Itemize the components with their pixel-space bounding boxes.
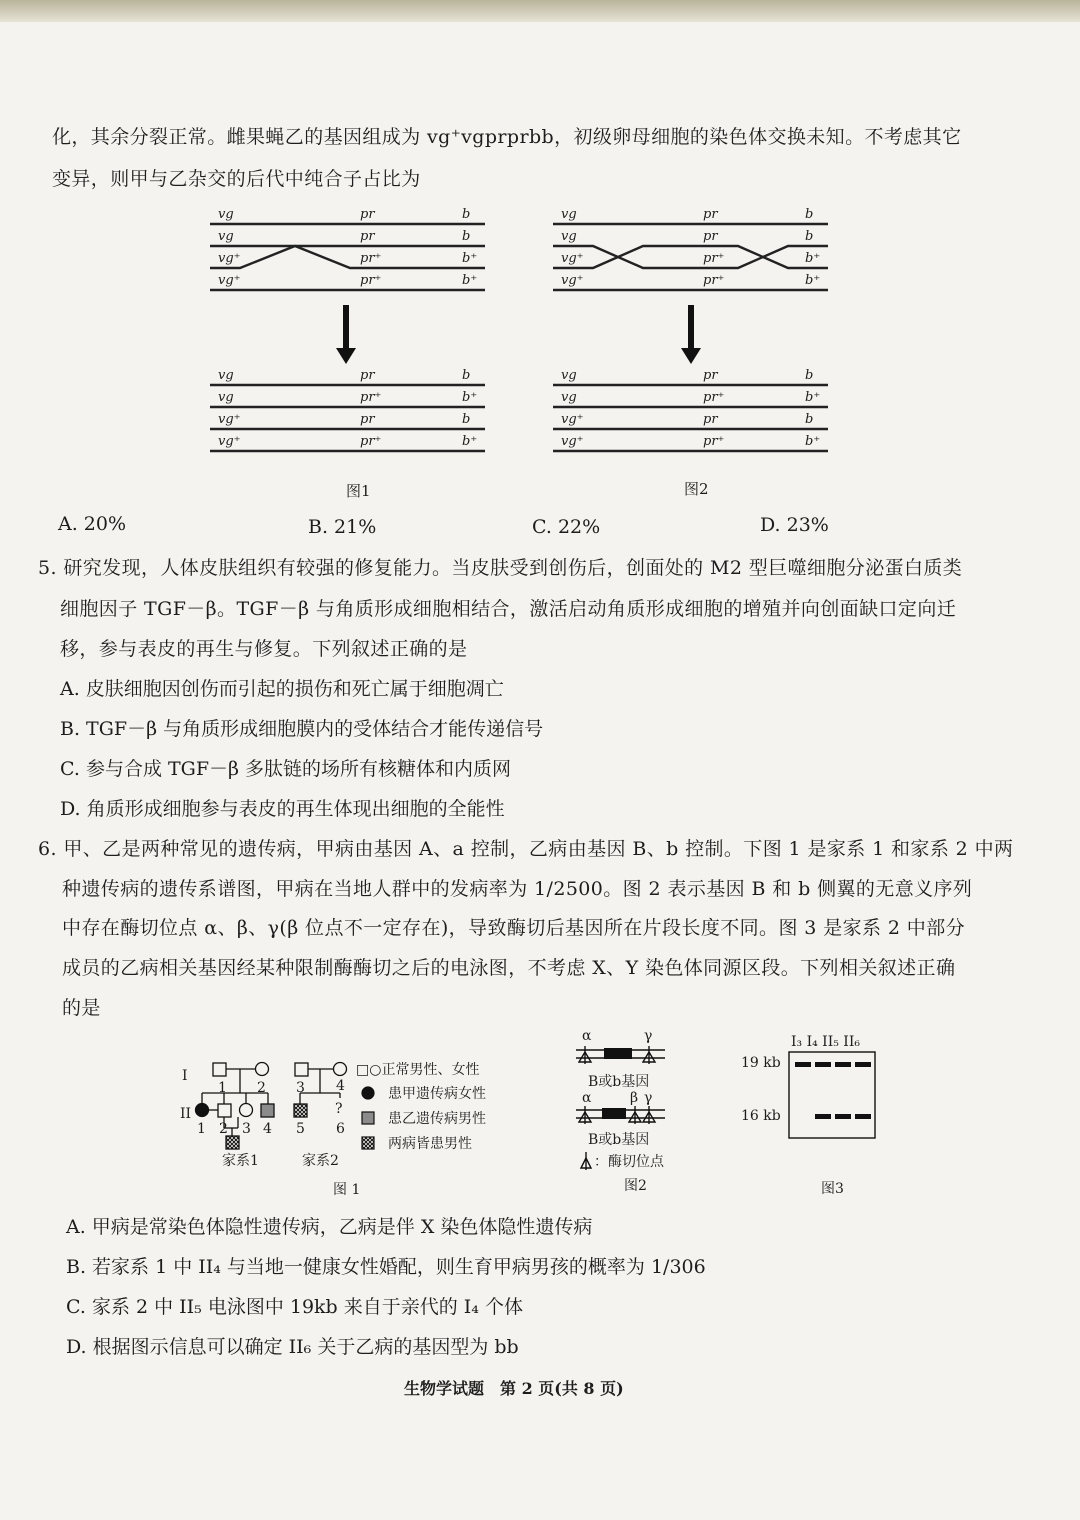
q4-line-2: 变异，则甲与乙杂交的后代中纯合子占比为 bbox=[52, 168, 421, 190]
gene-pr-plus: pr⁺ bbox=[360, 434, 382, 449]
legend-normal: □○正常男性、女性 bbox=[356, 1062, 480, 1078]
q6-option-a[interactable]: A. 甲病是常染色体隐性遗传病，乙病是伴 X 染色体隐性遗传病 bbox=[66, 1216, 593, 1238]
gene-b-plus: b⁺ bbox=[805, 434, 821, 449]
gene-pr: pr bbox=[360, 368, 375, 383]
band-lane-3-16kb bbox=[835, 1114, 851, 1119]
pedigree-caption: 图 1 bbox=[333, 1182, 361, 1198]
gene-vg-plus: vg⁺ bbox=[561, 273, 584, 288]
band-16kb-label: 16 kb bbox=[741, 1108, 781, 1124]
gene-vg: vg bbox=[218, 368, 234, 383]
electrophoresis-figure bbox=[735, 1030, 895, 1200]
generation-1-label: I bbox=[182, 1068, 188, 1084]
gene-b: b bbox=[805, 229, 814, 244]
gene-b-plus: b⁺ bbox=[462, 390, 478, 405]
pedigree-figure bbox=[170, 1050, 530, 1200]
gene-b-plus: b⁺ bbox=[462, 273, 478, 288]
site-gamma: γ bbox=[644, 1028, 653, 1044]
gene-vg: vg bbox=[561, 368, 577, 383]
gene-pr: pr bbox=[360, 207, 375, 222]
gene-vg: vg bbox=[218, 207, 234, 222]
gene-vg: vg bbox=[218, 390, 234, 405]
gene-vg-plus: vg⁺ bbox=[218, 273, 241, 288]
page-footer: 生物学试题 第 2 页(共 8 页) bbox=[404, 1379, 624, 1398]
lane-labels: I₃ I₄ II₅ II₆ bbox=[791, 1034, 860, 1050]
gene-pr: pr bbox=[703, 368, 718, 383]
gene-pr: pr bbox=[360, 229, 375, 244]
family-2-label: 家系2 bbox=[302, 1153, 339, 1169]
q6-line-2: 种遗传病的遗传系谱图，甲病在当地人群中的发病率为 1/2500。图 2 表示基因 B 和 b 侧翼的无意义序列 bbox=[62, 878, 973, 900]
pedigree-number: 1 bbox=[197, 1121, 206, 1137]
fig2-caption: 图2 bbox=[624, 1178, 647, 1194]
pedigree-number: 3 bbox=[242, 1121, 251, 1137]
band-lane-4-16kb bbox=[855, 1114, 871, 1119]
q5-option-b[interactable]: B. TGF－β 与角质形成细胞膜内的受体结合才能传递信号 bbox=[60, 718, 544, 740]
fig3-caption: 图3 bbox=[821, 1181, 844, 1197]
q4-option-d[interactable]: D. 23% bbox=[760, 514, 829, 536]
site-legend: ：酶切位点 bbox=[594, 1154, 664, 1170]
site-beta: β bbox=[630, 1090, 639, 1106]
q6-line-1: 6. 甲、乙是两种常见的遗传病，甲病由基因 A、a 控制，乙病由基因 B、b 控制。下图 1 是家系 1 和家系 2 中两 bbox=[38, 838, 1014, 860]
band-lane-3-19kb bbox=[835, 1062, 851, 1067]
q5-line-1: 5. 研究发现，人体皮肤组织有较强的修复能力。当皮肤受到创伤后，创面处的 M2 型巨噬细胞分泌蛋白质类 bbox=[38, 557, 963, 579]
gene-pr-plus: pr⁺ bbox=[360, 390, 382, 405]
gene-b: b bbox=[462, 412, 471, 427]
legend-both-diseases-male: 两病皆患男性 bbox=[388, 1136, 472, 1152]
q4-option-c[interactable]: C. 22% bbox=[532, 516, 601, 538]
q4-option-a[interactable]: A. 20% bbox=[58, 513, 127, 535]
gene-pr: pr bbox=[703, 412, 718, 427]
q5-line-3: 移，参与表皮的再生与修复。下列叙述正确的是 bbox=[60, 638, 468, 660]
gene-label: B或b基因 bbox=[588, 1074, 650, 1090]
q6-line-3: 中存在酶切位点 α、β、γ(β 位点不一定存在)，导致酶切后基因所在片段长度不同。图 3 是家系 2 中部分 bbox=[62, 917, 965, 939]
gene-vg: vg bbox=[561, 390, 577, 405]
gene-pr-plus: pr⁺ bbox=[703, 251, 725, 266]
gene-b: b bbox=[805, 368, 814, 383]
crossover-figure-2 bbox=[543, 200, 843, 470]
band-19kb-label: 19 kb bbox=[741, 1055, 781, 1071]
gene-b-plus: b⁺ bbox=[805, 251, 821, 266]
gene-vg-plus: vg⁺ bbox=[561, 412, 584, 427]
q6-line-4: 成员的乙病相关基因经某种限制酶酶切之后的电泳图，不考虑 X、Y 染色体同源区段。下列相关叙述正确 bbox=[62, 957, 956, 979]
generation-2-label: II bbox=[180, 1106, 192, 1122]
gene-vg: vg bbox=[561, 229, 577, 244]
q5-option-c[interactable]: C. 参与合成 TGF－β 多肽链的场所有核糖体和内质网 bbox=[60, 758, 512, 780]
pedigree-number: 4 bbox=[336, 1078, 345, 1094]
figure-1-caption: 图1 bbox=[346, 482, 371, 500]
gene-b-plus: b⁺ bbox=[805, 390, 821, 405]
gene-label: B或b基因 bbox=[588, 1132, 650, 1148]
band-lane-2-16kb bbox=[815, 1114, 831, 1119]
gene-pr-plus: pr⁺ bbox=[360, 273, 382, 288]
q6-line-5: 的是 bbox=[62, 997, 101, 1019]
q6-option-c[interactable]: C. 家系 2 中 II₅ 电泳图中 19kb 来自于亲代的 I₄ 个体 bbox=[66, 1296, 523, 1318]
gene-b: b bbox=[805, 412, 814, 427]
pedigree-number: 5 bbox=[296, 1121, 305, 1137]
q5-option-a[interactable]: A. 皮肤细胞因创伤而引起的损伤和死亡属于细胞凋亡 bbox=[60, 678, 504, 700]
legend-disease-b-male: 患乙遗传病男性 bbox=[388, 1111, 486, 1127]
family-1-label: 家系1 bbox=[222, 1153, 259, 1169]
gene-b: b bbox=[462, 207, 471, 222]
band-lane-2-19kb bbox=[815, 1062, 831, 1067]
gene-b: b bbox=[462, 368, 471, 383]
gene-vg-plus: vg⁺ bbox=[561, 434, 584, 449]
q5-line-2: 细胞因子 TGF－β。TGF－β 与角质形成细胞相结合，激活启动角质形成细胞的增殖并向创面缺口定向迁 bbox=[60, 598, 957, 620]
page-top-edge bbox=[0, 0, 1080, 22]
gene-pr: pr bbox=[703, 229, 718, 244]
gene-b-plus: b⁺ bbox=[805, 273, 821, 288]
band-lane-1-19kb bbox=[795, 1062, 811, 1067]
gene-b: b bbox=[805, 207, 814, 222]
restriction-site-figure bbox=[570, 1028, 690, 1198]
band-lane-4-19kb bbox=[855, 1062, 871, 1067]
gene-vg-plus: vg⁺ bbox=[218, 434, 241, 449]
site-alpha: α bbox=[582, 1090, 592, 1106]
q4-option-b[interactable]: B. 21% bbox=[308, 516, 377, 538]
gene-vg-plus: vg⁺ bbox=[218, 412, 241, 427]
gene-vg: vg bbox=[218, 229, 234, 244]
gene-pr-plus: pr⁺ bbox=[703, 434, 725, 449]
q5-option-d[interactable]: D. 角质形成细胞参与表皮的再生体现出细胞的全能性 bbox=[60, 798, 505, 820]
gene-b-plus: b⁺ bbox=[462, 251, 478, 266]
gene-pr: pr bbox=[703, 207, 718, 222]
gene-pr-plus: pr⁺ bbox=[703, 390, 725, 405]
unknown-marker: ? bbox=[335, 1101, 343, 1117]
gene-b: b bbox=[462, 229, 471, 244]
gene-pr-plus: pr⁺ bbox=[360, 251, 382, 266]
pedigree-number: 4 bbox=[263, 1121, 272, 1137]
pedigree-number: 6 bbox=[336, 1121, 345, 1137]
crossover-figure-1 bbox=[200, 200, 500, 470]
figure-2-caption: 图2 bbox=[684, 480, 709, 498]
gene-pr-plus: pr⁺ bbox=[703, 273, 725, 288]
q4-line-1: 化，其余分裂正常。雌果蝇乙的基因组成为 vg⁺vgprprbb，初级卵母细胞的染色体交换未知。不考虑其它 bbox=[52, 126, 962, 148]
pedigree-number: 2 bbox=[257, 1080, 266, 1096]
q6-option-b[interactable]: B. 若家系 1 中 II₄ 与当地一健康女性婚配，则生育甲病男孩的概率为 1/306 bbox=[66, 1256, 706, 1278]
legend-disease-a-female: 患甲遗传病女性 bbox=[388, 1086, 486, 1102]
gene-vg-plus: vg⁺ bbox=[561, 251, 584, 266]
site-gamma: γ bbox=[644, 1090, 653, 1106]
q6-option-d[interactable]: D. 根据图示信息可以确定 II₆ 关于乙病的基因型为 bb bbox=[66, 1336, 519, 1358]
pedigree-number: 1 bbox=[218, 1080, 227, 1096]
pedigree-number: 2 bbox=[219, 1121, 228, 1137]
gene-pr: pr bbox=[360, 412, 375, 427]
gene-vg: vg bbox=[561, 207, 577, 222]
gene-vg-plus: vg⁺ bbox=[218, 251, 241, 266]
gene-b-plus: b⁺ bbox=[462, 434, 478, 449]
pedigree-number: 3 bbox=[296, 1080, 305, 1096]
site-alpha: α bbox=[582, 1028, 592, 1044]
